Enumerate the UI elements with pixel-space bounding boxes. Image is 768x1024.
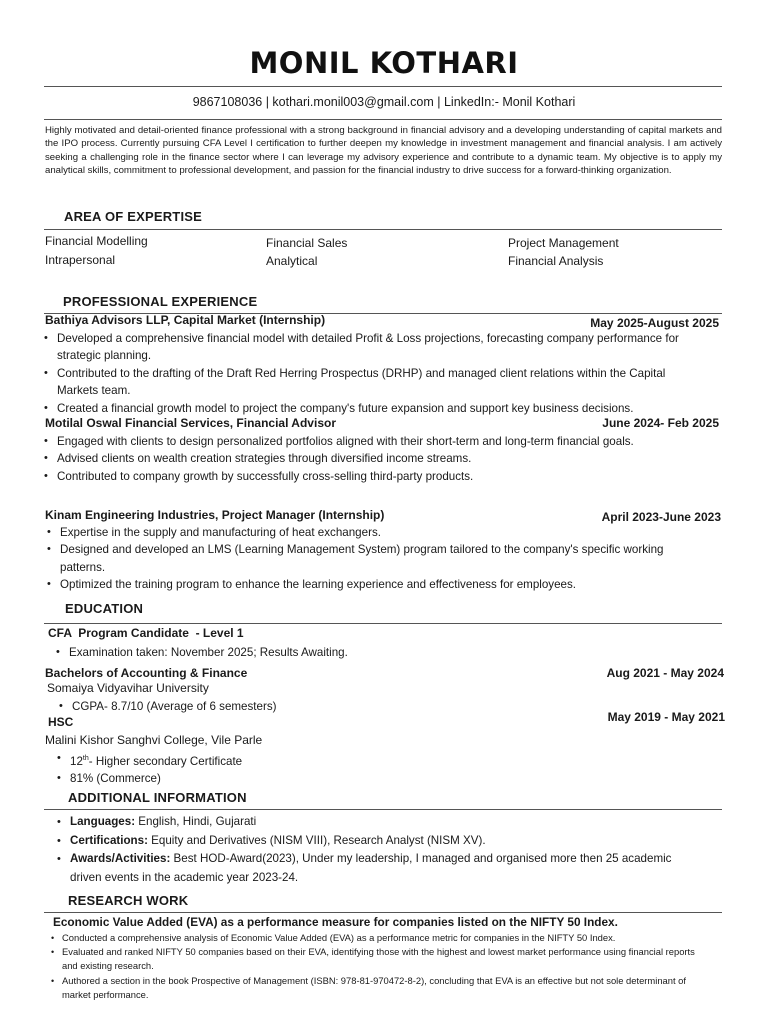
list-item	[70, 813, 685, 832]
degree-title: Bachelors of Accounting & Finance	[45, 666, 248, 680]
languages-value: English, Hindi, Gujarati	[135, 815, 257, 828]
section-title-expertise: AREA OF EXPERTISE	[64, 209, 202, 224]
list-item: • 81% (Commerce)	[70, 770, 670, 787]
expertise-item: Financial Sales	[266, 236, 348, 250]
job-date: June 2024- Feb 2025	[602, 416, 719, 430]
candidate-name: MONIL KOTHARI	[249, 46, 519, 80]
education-divider	[44, 623, 722, 624]
hsc-certificate: - Higher secondary Certificate	[88, 754, 243, 768]
expertise-item: Financial Modelling	[45, 234, 148, 248]
list-item	[70, 750, 670, 770]
expertise-item: Project Management	[508, 236, 619, 250]
additional-bullets	[70, 813, 685, 887]
section-title-education: EDUCATION	[65, 601, 144, 616]
list-item: • Created a financial growth model to project the company's future expansion and support key business decisions.	[57, 400, 707, 417]
school-name: Malini Kishor Sanghvi College, Vile Parle	[45, 733, 263, 747]
list-item	[70, 832, 685, 851]
list-item: • Contributed to the drafting of the Draft Red Herring Prospectus (DRHP) and managed client relations within the Capital Markets team.	[57, 365, 707, 400]
cfa-bullets	[69, 644, 669, 661]
section-title-additional: ADDITIONAL INFORMATION	[68, 790, 247, 805]
cfa-title: CFA Program Candidate - Level 1	[48, 626, 244, 640]
degree-bullets	[72, 698, 672, 715]
job-date: April 2023-June 2023	[601, 510, 721, 524]
list-item: • Authored a section in the book Prospective of Management (ISBN: 978-81-970472-8-2), concluding that EVA is an effective but not sole determinant of market performance.	[62, 974, 710, 1002]
hsc-grade: 12	[70, 754, 83, 768]
list-item: • Conducted a comprehensive analysis of Economic Value Added (EVA) as a performance metric for companies in the NIFTY 50 Index.	[62, 931, 710, 945]
hsc-bullets	[70, 750, 670, 788]
list-item: • Optimized the training program to enhance the learning experience and effectiveness for employees.	[60, 576, 700, 593]
contact-divider	[44, 119, 722, 120]
job-title: Bathiya Advisors LLP, Capital Market (Internship)	[45, 313, 326, 327]
expertise-item: Financial Analysis	[508, 254, 604, 268]
job-bullets	[57, 330, 707, 417]
job-title: Motilal Oswal Financial Services, Financial Advisor	[45, 416, 336, 430]
degree-date: Aug 2021 - May 2024	[606, 666, 724, 680]
list-item: • Contributed to company growth by successfully cross-selling third-party products.	[57, 468, 707, 485]
research-bullets	[62, 931, 710, 1002]
expertise-item: Analytical	[266, 254, 318, 268]
list-item: • Designed and developed an LMS (Learning Management System) program tailored to the company's specific working patterns.	[60, 541, 700, 576]
languages-label: Languages:	[70, 815, 136, 828]
job-date: May 2025-August 2025	[590, 316, 719, 330]
expertise-divider	[44, 229, 722, 230]
ordinal-suffix: th	[82, 755, 89, 762]
awards-value: Best HOD-Award(2023), Under my leadership, I managed and organised more then 25 academic driven events in the academic year 2023-24.	[70, 852, 672, 884]
list-item: • Developed a comprehensive financial model with detailed Profit & Loss projections, forecasting company performance for strategic planning.	[57, 330, 707, 365]
school-name: Somaiya Vidyavihar University	[47, 681, 209, 695]
list-item: • Engaged with clients to design personalized portfolios aligned with their short-term and long-term financial goals.	[57, 433, 707, 450]
job-bullets	[57, 433, 707, 485]
list-item	[70, 850, 685, 887]
additional-divider	[44, 809, 722, 810]
hsc-title: HSC	[48, 715, 74, 729]
section-title-research: RESEARCH WORK	[68, 893, 189, 908]
research-divider	[44, 912, 722, 913]
job-title: Kinam Engineering Industries, Project Manager (Internship)	[45, 508, 385, 522]
research-paper-title: Economic Value Added (EVA) as a performance measure for companies listed on the NIFTY 50 Index.	[53, 915, 618, 929]
header-divider	[44, 86, 722, 87]
hsc-date: May 2019 - May 2021	[607, 710, 725, 724]
list-item: • CGPA- 8.7/10 (Average of 6 semesters)	[72, 698, 672, 715]
job-bullets	[60, 524, 700, 594]
list-item: • Evaluated and ranked NIFTY 50 companies based on their EVA, identifying those with the highest and lowest market performance using financial reports and existing research.	[62, 945, 710, 973]
certifications-label: Certifications:	[70, 833, 148, 847]
expertise-item: Intrapersonal	[45, 253, 116, 267]
certifications-value: Equity and Derivatives (NISM VIII), Research Analyst (NISM XV).	[147, 833, 486, 847]
list-item: • Advised clients on wealth creation strategies through diversified income streams.	[57, 450, 707, 467]
contact-line: 9867108036 | kothari.monil003@gmail.com | LinkedIn:- Monil Kothari	[192, 95, 576, 109]
section-title-experience: PROFESSIONAL EXPERIENCE	[63, 294, 258, 309]
awards-label: Awards/Activities:	[70, 852, 171, 866]
professional-summary: Highly motivated and detail-oriented finance professional with a strong background in financial advisory and a developing understanding of capital markets and the IPO process. Currently pursuing CFA Level I certification to further deepen my knowledge in investment management and financial analysis. I am actively seeking a challenging role in the finance sector where I can leverage my advisory experience and contribute to a dynamic team. My objective is to apply my analytical skills, commitment to professional development, and passion for the financial industry to drive success for a forward-thinking organization.	[45, 125, 722, 177]
list-item: • Expertise in the supply and manufacturing of heat exchangers.	[60, 524, 700, 541]
list-item: • Examination taken: November 2025; Results Awaiting.	[69, 644, 669, 661]
